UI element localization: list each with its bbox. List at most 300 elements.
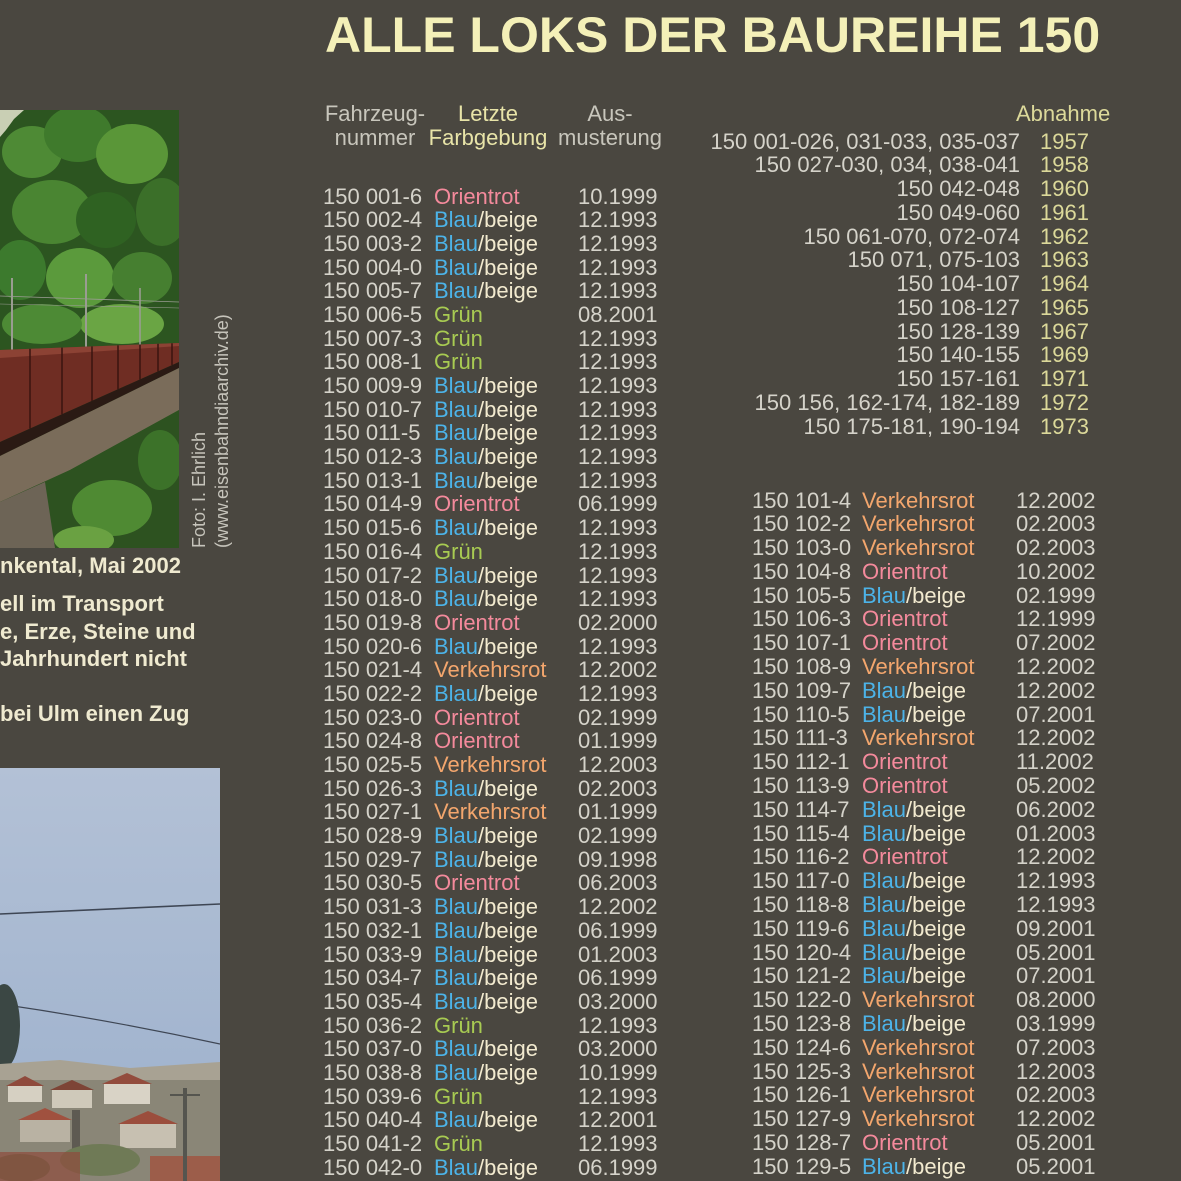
- livery-part: Verkehrsrot: [862, 1106, 975, 1132]
- retirement-date: 12.2002: [1016, 725, 1096, 751]
- livery-part: /beige: [906, 868, 966, 894]
- table-row: [752, 845, 1112, 869]
- retirement-date: 02.1999: [578, 704, 658, 730]
- table-row: [752, 988, 1112, 1012]
- retirement-date: 12.1993: [578, 278, 658, 304]
- livery: [434, 1132, 483, 1156]
- vehicle-number: 150 004-0: [323, 254, 423, 280]
- acceptance-range: 150 175-181, 190-194: [803, 413, 1020, 439]
- table-row: [752, 512, 1112, 536]
- retirement-date: 12.1993: [578, 396, 658, 422]
- vehicle-number: 150 003-2: [323, 230, 423, 256]
- vehicle-number: 150 028-9: [323, 823, 423, 849]
- livery-part: Blau: [434, 207, 479, 233]
- livery: [862, 869, 966, 893]
- table-row: [323, 1156, 683, 1180]
- table-row: [752, 1107, 1112, 1131]
- livery: [434, 279, 538, 303]
- acceptance-row: [600, 153, 1100, 177]
- table-row: [323, 777, 683, 801]
- vehicle-number: 150 035-4: [323, 988, 423, 1014]
- livery: [862, 964, 966, 988]
- table-row: [323, 516, 683, 540]
- acceptance-range: 150 108-127: [896, 294, 1020, 320]
- livery-part: Orientrot: [434, 183, 520, 209]
- retirement-date: 01.1999: [578, 799, 658, 825]
- livery-part: /beige: [478, 1154, 538, 1180]
- table-row: [323, 706, 683, 730]
- vehicle-number: 150 128-7: [752, 1130, 852, 1156]
- livery-part: Blau: [434, 775, 479, 801]
- livery: [862, 536, 975, 560]
- table-row: [752, 774, 1112, 798]
- livery: [434, 919, 538, 943]
- livery-part: Blau: [862, 963, 907, 989]
- acceptance-year: 1958: [1040, 152, 1089, 178]
- retirement-date: 06.1999: [578, 917, 658, 943]
- retirement-date: 12.1993: [578, 515, 658, 541]
- vehicle-number: 150 034-7: [323, 965, 423, 991]
- vehicle-number: 150 017-2: [323, 562, 423, 588]
- retirement-date: 12.2001: [578, 1107, 658, 1133]
- acceptance-year: 1971: [1040, 366, 1089, 391]
- acceptance-year: 1963: [1040, 247, 1089, 273]
- retirement-date: 12.1993: [578, 1083, 658, 1109]
- livery-part: Blau: [862, 1011, 907, 1037]
- livery: [862, 1083, 975, 1107]
- table-row: [323, 611, 683, 635]
- livery: [434, 564, 538, 588]
- vehicle-number: 150 042-0: [323, 1154, 423, 1180]
- vehicle-number: 150 029-7: [323, 846, 423, 872]
- retirement-date: 09.1998: [578, 846, 658, 872]
- retirement-date: 12.2002: [1016, 677, 1096, 703]
- table-row: [323, 1085, 683, 1109]
- table-row: [323, 895, 683, 919]
- vehicle-number: 150 106-3: [752, 606, 852, 632]
- photo-credit-source: (www.eisenbahndiaarchiv.de): [212, 314, 232, 548]
- table-row: [323, 469, 683, 493]
- retirement-date: 02.2003: [1016, 1082, 1096, 1108]
- table-row: [752, 1131, 1112, 1155]
- retirement-date: 01.1999: [578, 728, 658, 754]
- livery-part: Orientrot: [862, 773, 948, 799]
- livery: [434, 445, 538, 469]
- vehicle-number: 150 019-8: [323, 609, 423, 635]
- vehicle-number: 150 032-1: [323, 917, 423, 943]
- table-row: [323, 729, 683, 753]
- livery-part: Blau: [862, 796, 907, 822]
- table-row: [752, 750, 1112, 774]
- retirement-date: 02.2003: [1016, 511, 1096, 537]
- retirement-date: 12.1993: [578, 444, 658, 470]
- retirement-date: 12.1993: [578, 633, 658, 659]
- retirement-date: 12.1993: [578, 680, 658, 706]
- livery: [862, 941, 966, 965]
- retirement-date: 05.2001: [1016, 1130, 1096, 1156]
- vehicle-number: 150 037-0: [323, 1036, 423, 1062]
- vehicle-number: 150 103-0: [752, 535, 852, 561]
- retirement-date: 05.2001: [1016, 939, 1096, 965]
- retirement-date: 12.1993: [578, 420, 658, 446]
- vehicle-number: 150 113-9: [752, 773, 850, 799]
- vehicle-number: 150 001-6: [323, 183, 423, 209]
- livery: [434, 990, 538, 1014]
- retirement-date: 12.1993: [578, 467, 658, 493]
- livery: [434, 777, 538, 801]
- vehicle-number: 150 107-1: [752, 630, 852, 656]
- header-acceptance: Abnahme: [1016, 101, 1111, 126]
- livery-part: Verkehrsrot: [434, 657, 547, 683]
- retirement-date: 12.1993: [578, 254, 658, 280]
- livery-part: /beige: [478, 775, 538, 801]
- livery: [434, 1085, 483, 1109]
- retirement-date: 12.1993: [578, 207, 658, 233]
- header-line: nummer: [334, 124, 416, 150]
- retirement-date: 12.1993: [578, 325, 658, 351]
- body-text-line: Jahrhundert nicht: [0, 646, 188, 672]
- header-line: musterung: [558, 124, 662, 150]
- livery-part: /beige: [906, 1153, 966, 1179]
- livery-part: Verkehrsrot: [862, 487, 975, 513]
- table-row: [323, 824, 683, 848]
- livery-part: /beige: [906, 915, 966, 941]
- vehicle-number: 150 125-3: [752, 1058, 852, 1084]
- livery: [862, 679, 966, 703]
- livery-part: Orientrot: [862, 630, 948, 656]
- livery-part: Orientrot: [862, 844, 948, 870]
- vehicle-number: 150 020-6: [323, 633, 423, 659]
- livery-part: Blau: [434, 373, 479, 398]
- livery: [862, 774, 948, 798]
- table-row: [323, 421, 683, 445]
- livery-part: Blau: [862, 701, 907, 727]
- vehicle-number: 150 002-4: [323, 207, 423, 233]
- retirement-date: 12.1993: [578, 230, 658, 256]
- retirement-date: 12.1993: [578, 586, 658, 612]
- acceptance-row: [600, 130, 1100, 154]
- retirement-date: 06.1999: [578, 1154, 658, 1180]
- acceptance-year: 1961: [1040, 199, 1089, 225]
- livery-part: Blau: [434, 1154, 479, 1180]
- livery-part: Orientrot: [862, 558, 948, 584]
- retirement-date: 12.2002: [1016, 1106, 1096, 1132]
- livery-part: Verkehrsrot: [862, 1034, 975, 1060]
- vehicle-number: 150 016-4: [323, 538, 423, 564]
- retirement-date: 12.1993: [578, 1012, 658, 1038]
- livery-part: /beige: [906, 820, 966, 846]
- acceptance-year: 1973: [1040, 413, 1089, 439]
- retirement-date: 12.1999: [1016, 606, 1096, 632]
- livery-part: /beige: [478, 515, 538, 541]
- table-row: [323, 966, 683, 990]
- livery-part: Blau: [862, 915, 907, 941]
- livery: [862, 845, 948, 869]
- livery: [862, 988, 975, 1012]
- retirement-date: 01.2003: [578, 941, 658, 967]
- livery-part: Verkehrsrot: [862, 1058, 975, 1084]
- livery-part: Blau: [434, 1107, 479, 1133]
- vehicle-number: 150 101-4: [752, 487, 852, 513]
- acceptance-year: 1957: [1040, 128, 1089, 154]
- retirement-date: 10.1999: [578, 183, 658, 209]
- table-row: [752, 822, 1112, 846]
- livery-part: Blau: [434, 965, 479, 991]
- vehicle-number: 150 120-4: [752, 939, 852, 965]
- livery-part: /beige: [478, 1059, 538, 1085]
- livery: [434, 1037, 538, 1061]
- livery-part: Blau: [434, 444, 479, 470]
- livery-part: /beige: [478, 254, 538, 280]
- livery: [434, 1061, 538, 1085]
- livery: [862, 1131, 948, 1155]
- livery: [434, 350, 483, 374]
- table-row: [323, 990, 683, 1014]
- table-row: [752, 607, 1112, 631]
- table-row: [323, 1061, 683, 1085]
- vehicle-number: 150 110-5: [752, 701, 850, 727]
- livery-part: /beige: [478, 823, 538, 849]
- livery-part: Blau: [434, 846, 479, 872]
- vehicle-number: 150 129-5: [752, 1153, 852, 1179]
- table-row: [323, 398, 683, 422]
- acceptance-range: 150 061-070, 072-074: [803, 223, 1020, 249]
- vehicle-number: 150 109-7: [752, 677, 852, 703]
- retirement-date: 07.2003: [1016, 1034, 1096, 1060]
- vehicle-number: 150 009-9: [323, 373, 423, 398]
- livery: [434, 256, 538, 280]
- table-row: [323, 658, 683, 682]
- livery-part: /beige: [906, 939, 966, 965]
- acceptance-year: 1965: [1040, 294, 1089, 320]
- livery-part: Blau: [862, 582, 907, 608]
- livery: [862, 1060, 975, 1084]
- table-row: [323, 1037, 683, 1061]
- livery: [862, 1155, 966, 1179]
- vehicle-number: 150 038-8: [323, 1059, 423, 1085]
- header-line: Aus-: [587, 101, 633, 126]
- table-row: [752, 869, 1112, 893]
- retirement-date: 12.2002: [578, 894, 658, 920]
- retirement-date: 07.2002: [1016, 630, 1096, 656]
- vehicle-number: 150 040-4: [323, 1107, 423, 1133]
- livery-part: Blau: [862, 868, 907, 894]
- table-row: [752, 679, 1112, 703]
- vehicle-number: 150 108-9: [752, 654, 852, 680]
- photo-freight-train-forest: [0, 110, 179, 548]
- retirement-date: 06.1999: [578, 965, 658, 991]
- table-row: [323, 492, 683, 516]
- photo-credit-author: Foto: I. Ehrlich: [189, 431, 209, 548]
- table-row: [323, 919, 683, 943]
- table-row: [323, 943, 683, 967]
- photo-town-sky: [0, 768, 220, 1181]
- body-text-line: e, Erze, Steine und: [0, 619, 196, 645]
- retirement-date: 02.2003: [578, 775, 658, 801]
- livery: [862, 1012, 966, 1036]
- vehicle-number: 150 114-7: [752, 796, 850, 822]
- livery: [434, 635, 538, 659]
- livery: [434, 966, 538, 990]
- table-row: [752, 964, 1112, 988]
- vehicle-number: 150 031-3: [323, 894, 423, 920]
- livery: [434, 492, 520, 516]
- livery: [434, 540, 483, 564]
- livery-part: /beige: [906, 701, 966, 727]
- livery-part: Blau: [434, 586, 479, 612]
- livery-part: Grün: [434, 1131, 483, 1156]
- table-row: [752, 893, 1112, 917]
- vehicle-number: 150 115-4: [752, 820, 850, 846]
- livery-part: Orientrot: [862, 749, 948, 775]
- vehicle-number: 150 011-5: [323, 420, 421, 446]
- livery-part: /beige: [478, 1107, 538, 1133]
- table-row: [752, 1155, 1112, 1179]
- header-line: Letzte: [458, 101, 518, 126]
- livery-part: /beige: [478, 278, 538, 304]
- table-row: [752, 917, 1112, 941]
- livery-part: Verkehrsrot: [434, 799, 547, 825]
- acceptance-year: 1960: [1040, 176, 1089, 201]
- header-line: Fahrzeug-: [324, 101, 426, 126]
- livery-part: Blau: [862, 677, 907, 703]
- retirement-date: 12.1993: [1016, 892, 1096, 918]
- livery: [434, 706, 520, 730]
- livery-part: /beige: [478, 988, 538, 1014]
- livery-part: /beige: [478, 420, 538, 446]
- retirement-date: 12.1993: [1016, 868, 1096, 894]
- retirement-date: 08.2000: [1016, 987, 1096, 1013]
- livery-part: Grün: [434, 1083, 483, 1109]
- livery-part: Orientrot: [434, 870, 520, 896]
- retirement-date: 03.1999: [1016, 1011, 1096, 1037]
- retirement-date: 10.2002: [1016, 558, 1096, 584]
- table-row: [323, 635, 683, 659]
- retirement-date: 11.2002: [1016, 749, 1094, 775]
- livery: [862, 631, 948, 655]
- photo-credit: [188, 288, 234, 548]
- table-row: [323, 350, 683, 374]
- livery-part: Orientrot: [434, 609, 520, 635]
- table-row: [323, 327, 683, 351]
- livery-part: Blau: [434, 396, 479, 422]
- acceptance-range: 150 042-048: [896, 176, 1020, 201]
- acceptance-year: 1972: [1040, 389, 1089, 415]
- livery-part: /beige: [478, 444, 538, 470]
- acceptance-year: 1962: [1040, 223, 1089, 249]
- retirement-date: 02.2003: [1016, 535, 1096, 561]
- livery: [434, 327, 483, 351]
- table-row: [752, 726, 1112, 750]
- livery: [434, 232, 538, 256]
- livery-part: Blau: [434, 941, 479, 967]
- vehicle-number: 150 027-1: [323, 799, 423, 825]
- retirement-date: 09.2001: [1016, 915, 1096, 941]
- livery: [434, 398, 538, 422]
- vehicle-number: 150 010-7: [323, 396, 423, 422]
- vehicle-number: 150 121-2: [752, 963, 852, 989]
- vehicle-number: 150 105-5: [752, 582, 852, 608]
- vehicle-number: 150 041-2: [323, 1131, 423, 1156]
- table-row: [323, 1132, 683, 1156]
- acceptance-range: 150 049-060: [896, 199, 1020, 225]
- retirement-date: 08.2001: [578, 301, 658, 327]
- table-row: [323, 753, 683, 777]
- livery-part: Grün: [434, 1012, 483, 1038]
- livery: [862, 1036, 975, 1060]
- retirement-date: 12.2003: [578, 752, 658, 777]
- livery-part: /beige: [478, 894, 538, 920]
- livery-part: Orientrot: [862, 606, 948, 632]
- acceptance-year: 1969: [1040, 342, 1089, 368]
- vehicle-number: 150 030-5: [323, 870, 423, 896]
- livery-part: Blau: [434, 633, 479, 659]
- acceptance-range: 150 001-026, 031-033, 035-037: [710, 128, 1020, 154]
- livery-part: Blau: [434, 1036, 479, 1062]
- livery-part: Blau: [434, 230, 479, 256]
- table-row: [323, 682, 683, 706]
- livery: [862, 560, 948, 584]
- acceptance-range: 150 071, 075-103: [847, 247, 1020, 273]
- livery: [434, 303, 483, 327]
- livery: [434, 421, 538, 445]
- livery-part: Verkehrsrot: [862, 987, 975, 1013]
- vehicle-number: 150 024-8: [323, 728, 423, 754]
- table-row: [323, 1014, 683, 1038]
- livery: [434, 516, 538, 540]
- livery-part: Blau: [862, 1153, 907, 1179]
- table-row: [752, 560, 1112, 584]
- livery-part: /beige: [906, 796, 966, 822]
- retirement-date: 07.2001: [1016, 701, 1096, 727]
- table-row: [323, 564, 683, 588]
- livery-part: Blau: [862, 820, 907, 846]
- livery-part: Blau: [434, 562, 479, 588]
- table-row: [323, 374, 683, 398]
- livery: [862, 750, 948, 774]
- livery-part: Verkehrsrot: [862, 654, 975, 680]
- vehicle-number: 150 023-0: [323, 704, 423, 730]
- vehicle-number: 150 116-2: [752, 844, 850, 870]
- livery: [862, 726, 975, 750]
- retirement-date: 05.2001: [1016, 1153, 1096, 1179]
- vehicle-number: 150 127-9: [752, 1106, 852, 1132]
- retirement-date: 03.2000: [578, 1036, 658, 1062]
- livery-part: /beige: [478, 207, 538, 233]
- retirement-date: 12.2002: [578, 657, 658, 683]
- body-text-line: bei Ulm einen Zug: [0, 701, 190, 727]
- table-row: [323, 871, 683, 895]
- livery-part: /beige: [478, 941, 538, 967]
- livery: [862, 822, 966, 846]
- livery-part: Blau: [434, 1059, 479, 1085]
- livery: [434, 682, 538, 706]
- retirement-date: 12.1993: [578, 562, 658, 588]
- table-row: [323, 256, 683, 280]
- acceptance-range: 150 128-139: [896, 318, 1020, 344]
- locomotive-table-left: [323, 185, 683, 1180]
- livery-part: Verkehrsrot: [862, 725, 975, 751]
- livery-part: Verkehrsrot: [862, 511, 975, 537]
- livery-part: Grün: [434, 349, 483, 375]
- livery: [434, 658, 547, 682]
- livery-part: /beige: [478, 467, 538, 493]
- acceptance-year: 1964: [1040, 271, 1089, 296]
- vehicle-number: 150 117-0: [752, 868, 850, 894]
- vehicle-number: 150 021-4: [323, 657, 423, 683]
- livery: [434, 374, 538, 398]
- vehicle-number: 150 014-9: [323, 491, 423, 517]
